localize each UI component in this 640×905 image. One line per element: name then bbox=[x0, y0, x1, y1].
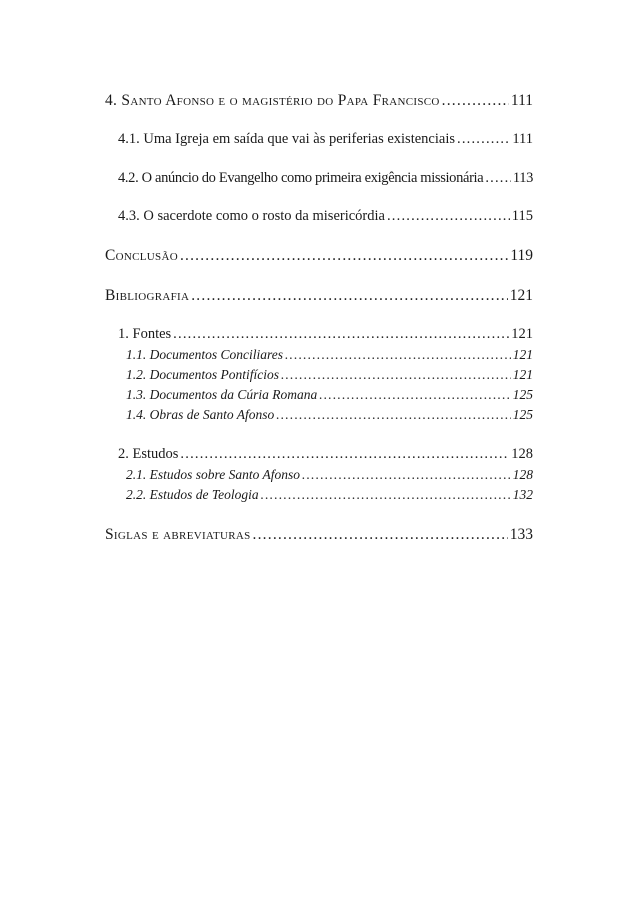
dot-leader bbox=[442, 92, 509, 110]
dot-leader bbox=[261, 487, 511, 503]
toc-entry-1-1 bbox=[105, 347, 533, 363]
dot-leader bbox=[173, 326, 509, 343]
toc-entry-conclusao bbox=[105, 247, 533, 265]
dot-leader bbox=[276, 407, 510, 423]
toc-entry-label: 2.2. Estudos de Teologia bbox=[126, 487, 259, 502]
toc-entry-label: 1.2. Documentos Pontifícios bbox=[126, 367, 279, 382]
toc-entry-label: 1.1. Documentos Conciliares bbox=[126, 347, 283, 362]
toc-entry-label: 4.1. Uma Igreja em saída que vai às periferias existenciais bbox=[118, 131, 455, 147]
toc-entry-siglas bbox=[105, 526, 533, 544]
dot-leader bbox=[387, 208, 510, 225]
toc-entry-4-1 bbox=[105, 131, 533, 148]
toc-entry-page: 128 bbox=[512, 467, 533, 482]
toc-entry-bibliografia bbox=[105, 287, 533, 305]
toc-entry-label: 4. Santo Afonso e o magistério do Papa Francisco bbox=[105, 92, 440, 109]
toc-entry-label: 1.4. Obras de Santo Afonso bbox=[126, 407, 275, 422]
toc-entry-chapter-4 bbox=[105, 92, 533, 110]
toc-entry-fontes bbox=[105, 326, 533, 343]
toc-entry-label: 1. Fontes bbox=[118, 326, 172, 342]
toc-entry-page: 128 bbox=[511, 446, 533, 462]
toc-entry-1-2 bbox=[105, 367, 533, 383]
dot-leader bbox=[319, 387, 511, 403]
toc-entry-label: Conclusão bbox=[105, 247, 178, 264]
toc-entry-page: 133 bbox=[509, 526, 533, 543]
toc-entry-label: 1.3. Documentos da Cúria Romana bbox=[126, 387, 318, 402]
toc-entry-4-2 bbox=[105, 170, 533, 187]
toc-entry-2-1 bbox=[105, 467, 533, 483]
toc-entry-page: 113 bbox=[512, 170, 533, 186]
toc-entry-4-3 bbox=[105, 208, 533, 225]
toc-entry-label: 4.2. O anúncio do Evangelho como primeira exigência missionária bbox=[118, 170, 484, 186]
toc-entry-page: 121 bbox=[512, 347, 533, 362]
toc-entry-label: Bibliografia bbox=[105, 287, 190, 304]
toc-entry-2-2 bbox=[105, 487, 533, 503]
toc-entry-label: Siglas e abreviaturas bbox=[105, 526, 251, 543]
dot-leader bbox=[285, 347, 511, 363]
dot-leader bbox=[457, 131, 510, 148]
toc-entry-1-4 bbox=[105, 407, 533, 423]
toc-entry-page: 125 bbox=[512, 387, 533, 402]
toc-entry-label: 4.3. O sacerdote como o rosto da misericórdia bbox=[118, 208, 385, 224]
dot-leader bbox=[191, 287, 508, 305]
toc-entry-page: 111 bbox=[510, 92, 533, 109]
dot-leader bbox=[180, 446, 509, 463]
toc-entry-estudos bbox=[105, 446, 533, 463]
dot-leader bbox=[253, 526, 508, 544]
toc-entry-page: 121 bbox=[512, 367, 533, 382]
toc-entry-page: 119 bbox=[510, 247, 533, 264]
dot-leader bbox=[485, 170, 511, 187]
toc-entry-page: 111 bbox=[512, 131, 533, 147]
dot-leader bbox=[281, 367, 511, 383]
dot-leader bbox=[302, 467, 511, 483]
toc-entry-page: 121 bbox=[509, 287, 533, 304]
toc-entry-page: 125 bbox=[512, 407, 533, 422]
toc-entry-1-3 bbox=[105, 387, 533, 403]
toc-entry-page: 132 bbox=[512, 487, 533, 502]
dot-leader bbox=[180, 247, 508, 265]
toc-entry-page: 115 bbox=[511, 208, 533, 224]
toc-entry-label: 2. Estudos bbox=[118, 446, 179, 462]
toc-entry-label: 2.1. Estudos sobre Santo Afonso bbox=[126, 467, 301, 482]
toc-entry-page: 121 bbox=[511, 326, 533, 342]
